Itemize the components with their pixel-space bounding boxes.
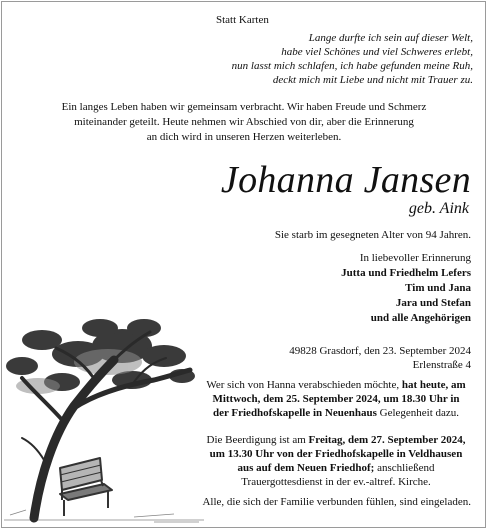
mourners [341, 251, 471, 326]
farewell-text: Gelegenheit dazu. [379, 407, 460, 419]
intro-paragraph [10, 100, 478, 145]
funeral-bold: um 13.30 Uhr von der Friedhofskapelle in Veldhausen [209, 448, 463, 460]
closing-line: Alle, die sich der Familie verbunden fühlen, sind eingeladen. [202, 496, 471, 508]
funeral-text: Trauergottesdienst in der ev.-altref. Kirche. [241, 476, 431, 488]
farewell-bold: hat heute, am [401, 379, 466, 391]
funeral-text: anschließend [377, 462, 435, 474]
birth-name: geb. Aink [408, 200, 469, 217]
mourner-name: Jara und Stefan [395, 297, 471, 309]
deceased-name: Johanna Jansen [220, 159, 471, 201]
tree-bench-illustration [4, 310, 204, 526]
mourners-intro: In liebevoller Erinnerung [359, 252, 471, 264]
poem-line: deckt mich mit Liebe und nicht mit Trauer zu. [272, 74, 473, 86]
farewell-info [198, 378, 474, 420]
poem [93, 31, 473, 87]
poem-line: nun lasst mich schlafen, ich habe gefunden meine Ruh, [231, 60, 473, 72]
place-date: 49828 Grasdorf, den 23. September 2024 [289, 345, 471, 357]
street: Erlenstraße 4 [412, 359, 471, 371]
mourner-name: Jutta und Friedhelm Lefers [341, 267, 471, 279]
intro-line: an dich wird in unseren Herzen weiterleben. [146, 131, 342, 143]
poem-line: habe viel Schönes und viel Schweres erlebt, [281, 46, 473, 58]
funeral-bold: aus auf dem Neuen Friedhof; [237, 462, 375, 474]
intro-line: miteinander geteilt. Heute nehmen wir Abschied von dir, aber die Erinnerung [74, 116, 414, 128]
age-line: Sie starb im gesegneten Alter von 94 Jahren. [274, 229, 471, 241]
obituary-card [1, 1, 486, 528]
mourner-name: und alle Angehörigen [370, 312, 471, 324]
poem-line: Lange durfte ich sein auf dieser Welt, [308, 32, 473, 44]
intro-line: Ein langes Leben haben wir gemeinsam verbracht. Wir haben Freude und Schmerz [61, 101, 427, 113]
funeral-bold: Freitag, dem 27. September 2024, [308, 434, 466, 446]
funeral-text: Die Beerdigung ist am [206, 434, 306, 446]
funeral-info [198, 433, 474, 489]
farewell-bold: der Friedhofskapelle in Neuenhaus [212, 407, 377, 419]
address [289, 344, 471, 372]
header-text: Statt Karten [216, 14, 269, 26]
farewell-text: Wer sich von Hanna verabschieden möchte, [206, 379, 400, 391]
mourner-name: Tim und Jana [405, 282, 471, 294]
farewell-bold: Mittwoch, dem 25. September 2024, um 18.30 Uhr in [212, 393, 460, 405]
